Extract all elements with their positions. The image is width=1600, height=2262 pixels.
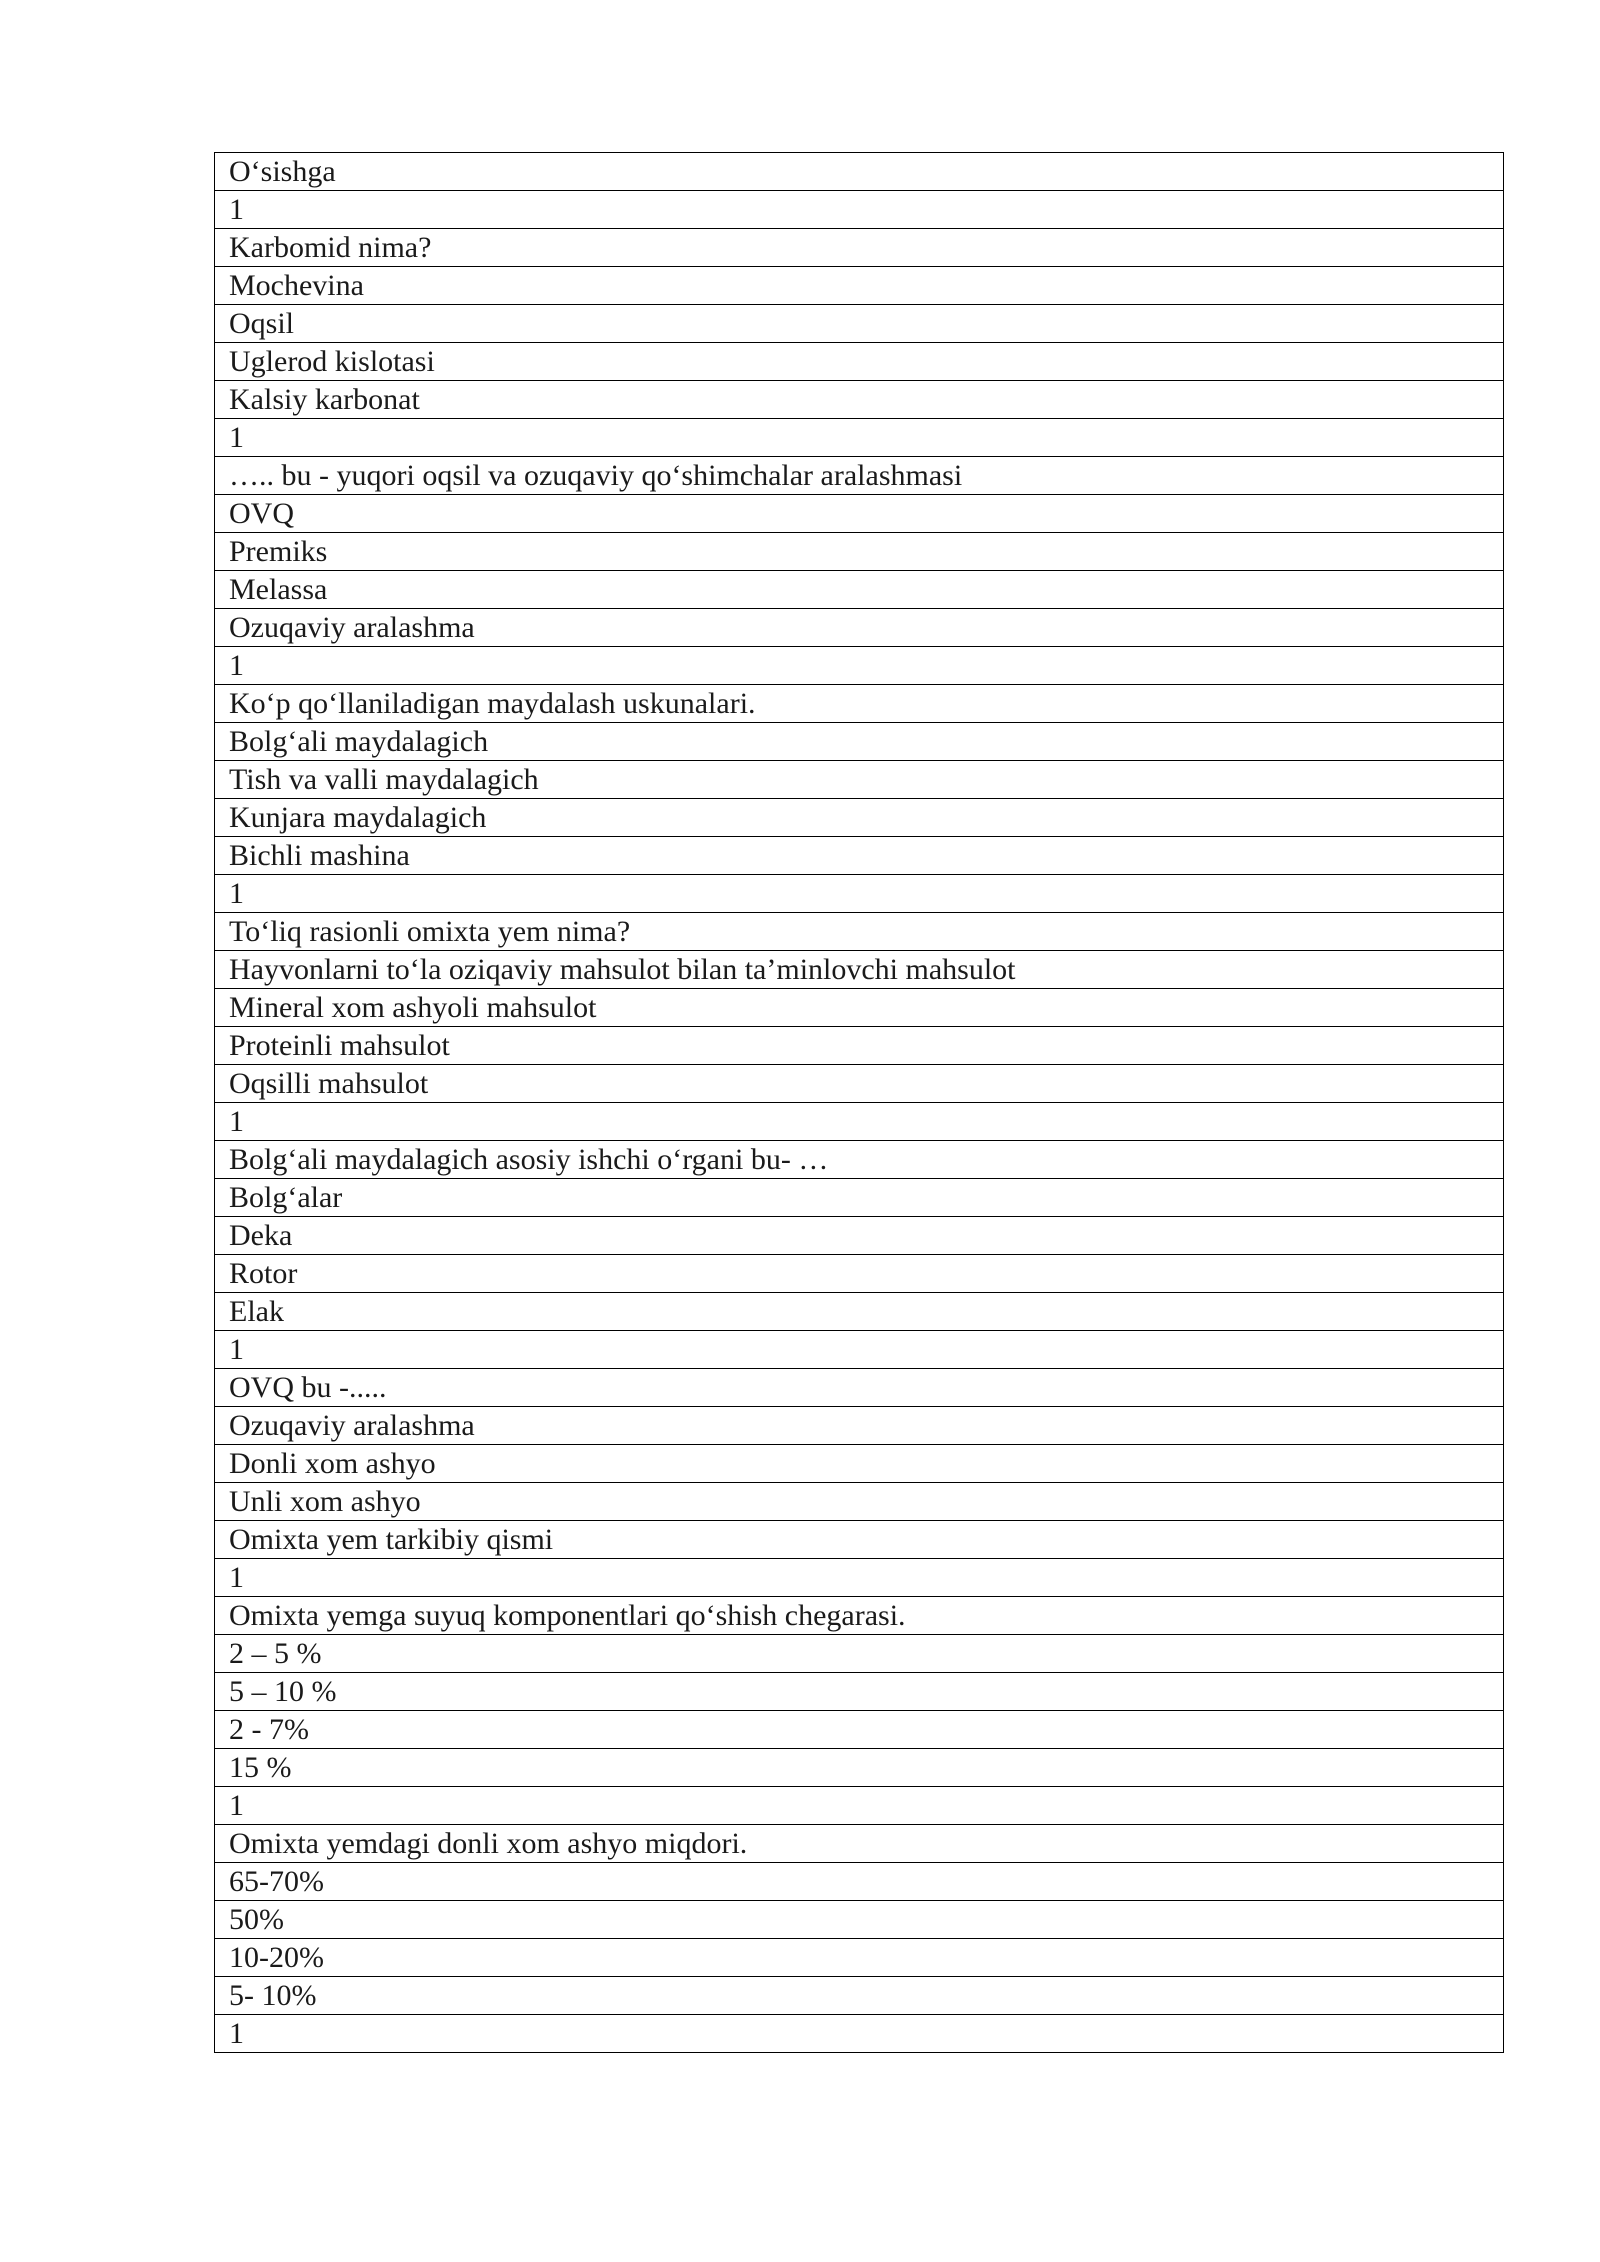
table-cell: Bolg‘alar xyxy=(215,1179,1504,1217)
table-cell: Uglerod kislotasi xyxy=(215,343,1504,381)
table-cell: Bolg‘ali maydalagich asosiy ishchi o‘rgani bu- … xyxy=(215,1141,1504,1179)
table-row xyxy=(215,1673,1504,1711)
table-row xyxy=(215,1863,1504,1901)
quiz-table-body xyxy=(215,153,1504,2053)
table-row xyxy=(215,1255,1504,1293)
table-cell: Tish va valli maydalagich xyxy=(215,761,1504,799)
table-cell: Ozuqaviy aralashma xyxy=(215,609,1504,647)
table-row xyxy=(215,571,1504,609)
table-row xyxy=(215,761,1504,799)
table-row xyxy=(215,1027,1504,1065)
table-cell: Hayvonlarni to‘la oziqaviy mahsulot bilan ta’minlovchi mahsulot xyxy=(215,951,1504,989)
table-cell: Kalsiy karbonat xyxy=(215,381,1504,419)
table-row xyxy=(215,951,1504,989)
table-cell: 15 % xyxy=(215,1749,1504,1787)
table-row xyxy=(215,913,1504,951)
table-row xyxy=(215,533,1504,571)
table-row xyxy=(215,191,1504,229)
table-row xyxy=(215,457,1504,495)
table-row xyxy=(215,1141,1504,1179)
table-row xyxy=(215,1445,1504,1483)
table-cell: OVQ xyxy=(215,495,1504,533)
table-row xyxy=(215,1711,1504,1749)
table-row xyxy=(215,1901,1504,1939)
quiz-table xyxy=(214,152,1504,2053)
table-cell: Bolg‘ali maydalagich xyxy=(215,723,1504,761)
table-cell: Karbomid nima? xyxy=(215,229,1504,267)
table-cell: To‘liq rasionli omixta yem nima? xyxy=(215,913,1504,951)
table-cell: Omixta yem tarkibiy qismi xyxy=(215,1521,1504,1559)
table-row xyxy=(215,343,1504,381)
table-cell: Mochevina xyxy=(215,267,1504,305)
table-row xyxy=(215,153,1504,191)
table-cell: Omixta yemdagi donli xom ashyo miqdori. xyxy=(215,1825,1504,1863)
table-row xyxy=(215,1293,1504,1331)
table-row xyxy=(215,1635,1504,1673)
table-row xyxy=(215,1179,1504,1217)
table-cell: Donli xom ashyo xyxy=(215,1445,1504,1483)
table-row xyxy=(215,305,1504,343)
table-row xyxy=(215,1369,1504,1407)
table-cell: 65-70% xyxy=(215,1863,1504,1901)
table-cell: Deka xyxy=(215,1217,1504,1255)
table-row xyxy=(215,495,1504,533)
table-row xyxy=(215,1483,1504,1521)
table-cell: Elak xyxy=(215,1293,1504,1331)
table-row xyxy=(215,1521,1504,1559)
table-cell: 1 xyxy=(215,2015,1504,2053)
table-cell: 2 - 7% xyxy=(215,1711,1504,1749)
table-row xyxy=(215,837,1504,875)
table-cell: Omixta yemga suyuq komponentlari qo‘shish chegarasi. xyxy=(215,1597,1504,1635)
table-row xyxy=(215,267,1504,305)
table-row xyxy=(215,989,1504,1027)
table-row xyxy=(215,685,1504,723)
table-cell: 1 xyxy=(215,191,1504,229)
table-row xyxy=(215,1217,1504,1255)
table-cell: Mineral xom ashyoli mahsulot xyxy=(215,989,1504,1027)
table-cell: Proteinli mahsulot xyxy=(215,1027,1504,1065)
table-cell: Ozuqaviy aralashma xyxy=(215,1407,1504,1445)
table-row xyxy=(215,723,1504,761)
table-row xyxy=(215,1407,1504,1445)
table-cell: 10-20% xyxy=(215,1939,1504,1977)
table-cell: Premiks xyxy=(215,533,1504,571)
table-row xyxy=(215,2015,1504,2053)
table-cell: Oqsil xyxy=(215,305,1504,343)
table-row xyxy=(215,1559,1504,1597)
table-cell: O‘sishga xyxy=(215,153,1504,191)
table-cell: 1 xyxy=(215,1103,1504,1141)
table-cell: 1 xyxy=(215,1331,1504,1369)
table-row xyxy=(215,875,1504,913)
table-row xyxy=(215,381,1504,419)
table-cell: 1 xyxy=(215,875,1504,913)
table-cell: Bichli mashina xyxy=(215,837,1504,875)
table-row xyxy=(215,1331,1504,1369)
table-row xyxy=(215,609,1504,647)
table-row xyxy=(215,1749,1504,1787)
table-cell: 50% xyxy=(215,1901,1504,1939)
table-cell: OVQ bu -..... xyxy=(215,1369,1504,1407)
table-cell: 1 xyxy=(215,1787,1504,1825)
table-cell: 1 xyxy=(215,419,1504,457)
table-row xyxy=(215,1939,1504,1977)
table-cell: 5- 10% xyxy=(215,1977,1504,2015)
table-cell: 2 – 5 % xyxy=(215,1635,1504,1673)
table-row xyxy=(215,1787,1504,1825)
table-row xyxy=(215,229,1504,267)
table-cell: ….. bu - yuqori oqsil va ozuqaviy qo‘shimchalar aralashmasi xyxy=(215,457,1504,495)
table-cell: Melassa xyxy=(215,571,1504,609)
table-row xyxy=(215,1825,1504,1863)
table-row xyxy=(215,647,1504,685)
table-cell: 1 xyxy=(215,647,1504,685)
table-cell: Kunjara maydalagich xyxy=(215,799,1504,837)
table-row xyxy=(215,1977,1504,2015)
table-cell: Oqsilli mahsulot xyxy=(215,1065,1504,1103)
table-cell: Ko‘p qo‘llaniladigan maydalash uskunalari. xyxy=(215,685,1504,723)
table-row xyxy=(215,1597,1504,1635)
table-row xyxy=(215,419,1504,457)
table-row xyxy=(215,1103,1504,1141)
table-cell: 5 – 10 % xyxy=(215,1673,1504,1711)
table-row xyxy=(215,1065,1504,1103)
table-cell: Rotor xyxy=(215,1255,1504,1293)
table-cell: Unli xom ashyo xyxy=(215,1483,1504,1521)
table-cell: 1 xyxy=(215,1559,1504,1597)
table-row xyxy=(215,799,1504,837)
